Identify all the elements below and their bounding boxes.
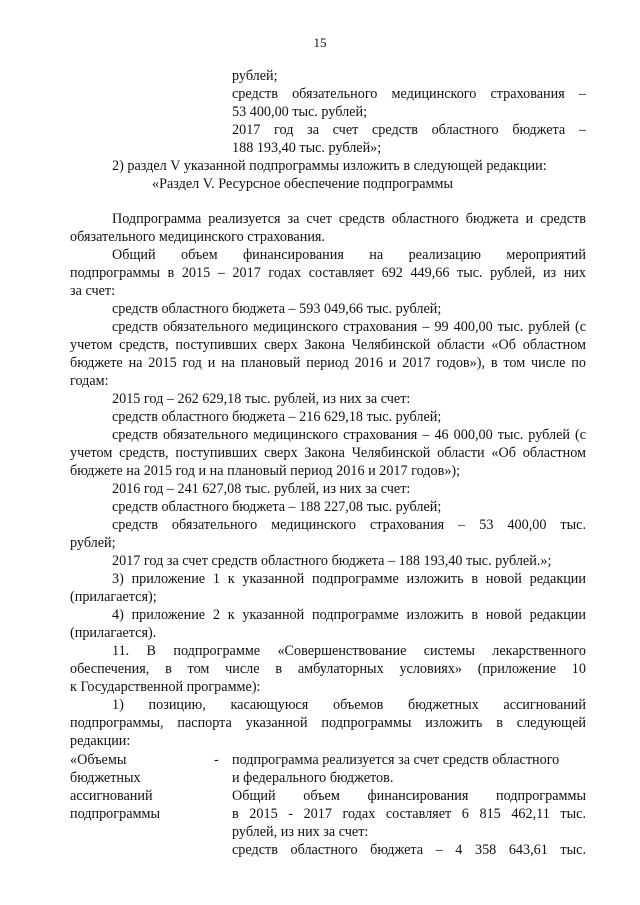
table-left-cell: бюджетных	[70, 770, 141, 786]
text-line: (прилагается).	[70, 625, 157, 641]
table-right-line: рублей, из них за счет:	[232, 824, 369, 840]
page-number: 15	[313, 35, 327, 50]
table-right-line: подпрограмма реализуется за счет средств областного	[232, 752, 560, 768]
text-line: годам:	[70, 373, 109, 389]
text-line: рублей;	[70, 535, 116, 551]
text-line: 53 400,00 тыс. рублей;	[232, 104, 368, 120]
table-left-cell: «Объемы	[70, 752, 127, 768]
text-line: средств обязательного медицинского страхования – 53 400,00 тыс.	[112, 517, 586, 533]
text-line: средств областного бюджета – 593 049,66 тыс. рублей;	[112, 301, 442, 317]
table-right-line: в 2015 - 2017 годах составляет 6 815 462,11 тыс.	[232, 806, 586, 822]
text-line: Общий объем финансирования на реализацию мероприятий	[112, 247, 586, 263]
table-left-cell: подпрограммы	[70, 806, 160, 822]
text-line: 2) раздел V указанной подпрограммы изложить в следующей редакции:	[112, 158, 547, 174]
text-line: 2015 год – 262 629,18 тыс. рублей, из них за счет:	[112, 391, 411, 407]
text-line: средств обязательного медицинского страхования – 46 000,00 тыс. рублей (с	[112, 427, 586, 443]
text-line: бюджете на 2015 год и на плановый период 2016 и 2017 годов»), в том числе по	[70, 355, 586, 371]
text-line: редакции:	[70, 733, 131, 749]
table-right-line: Общий объем финансирования подпрограммы	[232, 788, 586, 804]
text-line: (прилагается);	[70, 589, 157, 605]
text-line: 2017 год за счет средств областного бюджета –	[232, 122, 586, 138]
text-line: Подпрограмма реализуется за счет средств областного бюджета и средств	[112, 211, 586, 227]
text-line: 2016 год – 241 627,08 тыс. рублей, из них за счет:	[112, 481, 411, 497]
text-line: средств обязательного медицинского страхования –	[232, 86, 586, 102]
text-line: рублей;	[232, 68, 278, 84]
table-right-line: средств областного бюджета – 4 358 643,61 тыс.	[232, 842, 586, 858]
table-right-line: и федерального бюджетов.	[232, 770, 394, 786]
text-line: учетом средств, поступивших сверх Закона Челябинской области «Об областном	[70, 337, 586, 353]
text-line: средств областного бюджета – 216 629,18 тыс. рублей;	[112, 409, 442, 425]
table-dash: -	[214, 752, 219, 768]
text-line: 1) позицию, касающуюся объемов бюджетных ассигнований	[112, 697, 586, 713]
table-left-cell: ассигнований	[70, 788, 153, 804]
text-line: за счет:	[70, 283, 116, 299]
text-line: учетом средств, поступивших сверх Закона Челябинской области «Об областном	[70, 445, 586, 461]
text-line: средств обязательного медицинского страхования – 99 400,00 тыс. рублей (с	[112, 319, 586, 335]
section-heading: «Раздел V. Ресурсное обеспечение подпрограммы	[152, 176, 453, 192]
text-line: бюджете на 2015 год и на плановый период 2016 и 2017 годов»);	[70, 463, 461, 479]
text-line: к Государственной программе):	[70, 679, 261, 695]
text-line: подпрограммы, паспорта указанной подпрограммы изложить в следующей	[70, 715, 586, 731]
text-line: 4) приложение 2 к указанной подпрограмме изложить в новой редакции	[112, 607, 586, 623]
text-line: обязательного медицинского страхования.	[70, 229, 325, 245]
text-line: 3) приложение 1 к указанной подпрограмме изложить в новой редакции	[112, 571, 586, 587]
text-line: обеспечения, в том числе в амбулаторных условиях» (приложение 10	[70, 661, 586, 677]
text-line: средств областного бюджета – 188 227,08 тыс. рублей;	[112, 499, 442, 515]
text-line: 11. В подпрограмме «Совершенствование системы лекарственного	[112, 643, 586, 659]
text-line: 2017 год за счет средств областного бюджета – 188 193,40 тыс. рублей.»;	[112, 553, 552, 569]
text-line: подпрограммы в 2015 – 2017 годах составляет 692 449,66 тыс. рублей, из них	[70, 265, 586, 281]
text-line: 188 193,40 тыс. рублей»;	[232, 140, 382, 156]
